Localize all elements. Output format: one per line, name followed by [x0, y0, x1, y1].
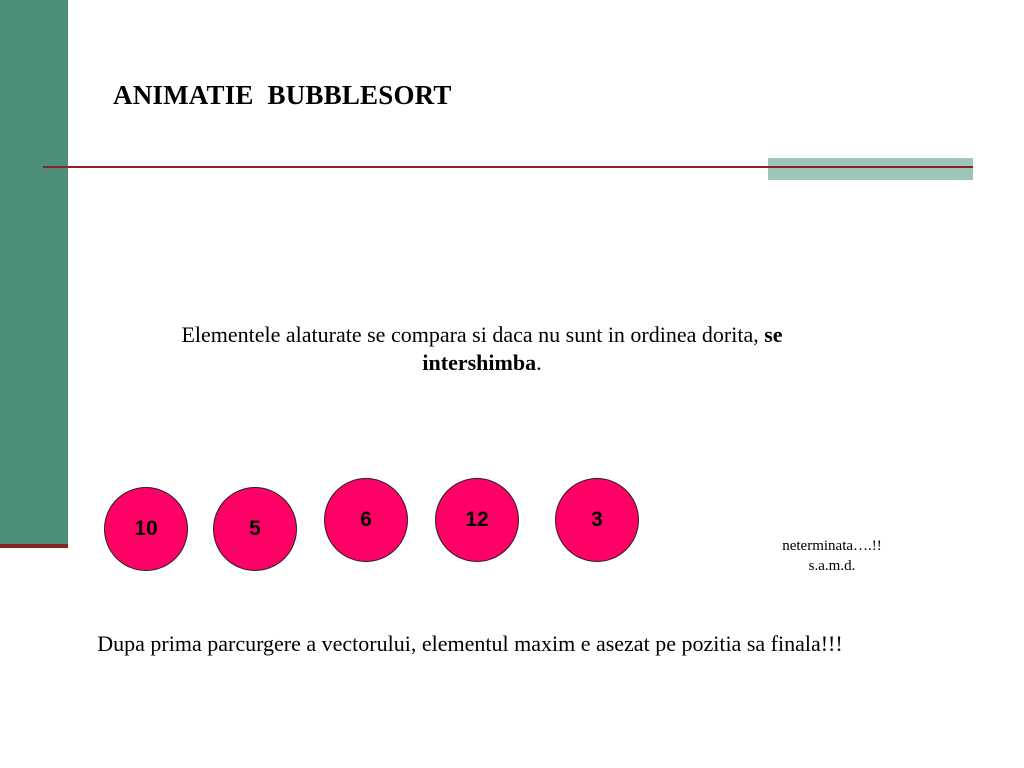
bubble-element-1	[104, 487, 188, 571]
title-accent-line	[768, 166, 973, 168]
description-text	[120, 321, 844, 377]
bubble-element-3	[324, 478, 408, 562]
left-decorative-bar	[0, 0, 68, 545]
description-text-after: .	[536, 350, 542, 375]
description-emphasis: se intershimba	[422, 322, 783, 375]
bubble-value-2: 5	[249, 517, 261, 540]
side-note	[752, 536, 912, 576]
description-text-before: Elementele alaturate se compara si daca nu sunt in ordinea dorita,	[181, 322, 765, 347]
slide-title: ANIMATIE BUBBLESORT	[113, 80, 452, 110]
side-note-line-2: s.a.m.d.	[808, 558, 856, 574]
title-accent-block	[768, 158, 973, 180]
bubble-element-2	[213, 487, 297, 571]
bubble-value-5: 3	[591, 508, 603, 531]
bubble-value-1: 10	[134, 517, 158, 540]
bubble-element-4	[435, 478, 519, 562]
left-bar-underline	[0, 544, 68, 548]
bubble-value-4: 12	[465, 508, 489, 531]
bubble-value-3: 6	[360, 508, 372, 531]
conclusion-text: Dupa prima parcurgere a vectorului, elementul maxim e asezat pe pozitia sa finala!!!	[97, 631, 843, 656]
bubble-element-5	[555, 478, 639, 562]
side-note-line-1: neterminata….!!	[782, 538, 882, 554]
